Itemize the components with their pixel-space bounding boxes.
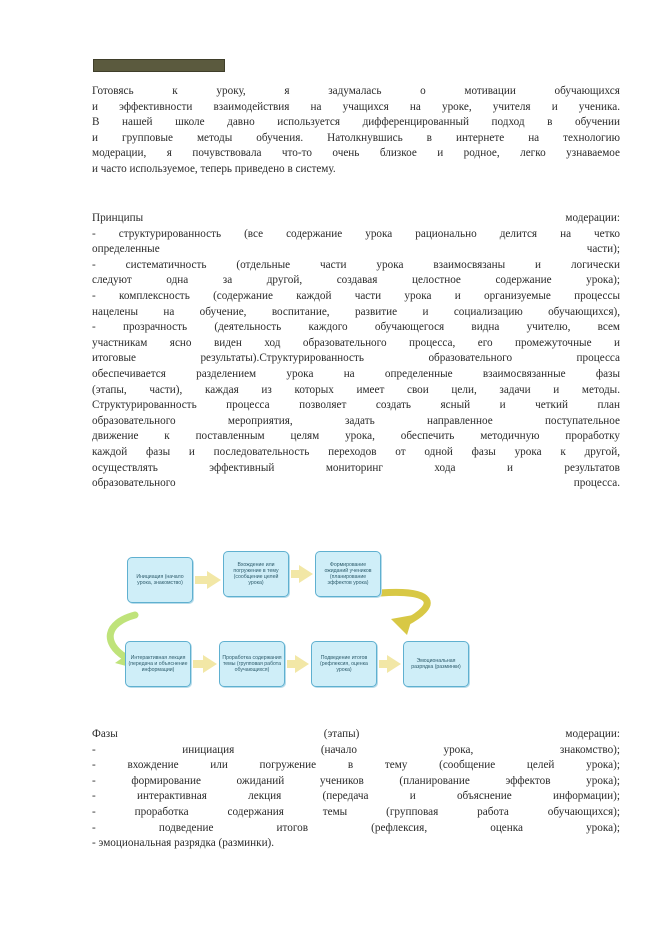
text-word: инициация: [182, 743, 235, 756]
phase-box-immersion: Вхождение или погружение в тему (сообщение целей урока): [223, 551, 289, 597]
text-word: осуществлять: [92, 461, 158, 474]
text-word: итогов: [276, 821, 309, 834]
principles-section: [92, 211, 620, 492]
text-word: определенные: [92, 243, 160, 256]
text-word: объяснение: [456, 790, 512, 803]
text-line: - структурированность (все содержание урока рационально делится на четко: [92, 227, 620, 240]
text-word: -: [92, 821, 96, 834]
phase-box-lecture: Интерактивная лекция (передача и объяснение информации): [125, 641, 191, 687]
text-word: и: [506, 461, 513, 474]
text-word: лекция: [248, 790, 282, 803]
moderation-phases-diagram: [95, 545, 615, 710]
heading-word: модерации:: [565, 728, 620, 740]
text-line: - комплексность (содержание каждой части урока и организуемые процессы: [92, 289, 620, 302]
text-word: мотивации: [464, 85, 516, 97]
text-line: [92, 743, 620, 759]
text-word: к: [172, 85, 178, 97]
text-line: движение к поставленным целям урока, обеспечить методичную проработку: [92, 430, 620, 443]
phases-section: [92, 727, 620, 852]
principles-heading: [92, 211, 620, 227]
text-line: [92, 476, 620, 492]
arrow-right: [203, 655, 217, 673]
text-line: и часто используемое, теперь приведено в систему.: [92, 162, 336, 175]
text-word: и: [409, 790, 416, 803]
text-word: информации);: [552, 790, 620, 803]
arrow-right: [295, 655, 309, 673]
text-line: - проработка содержания темы (групповая работа обучающихся);: [92, 805, 620, 818]
text-word: я: [284, 85, 290, 97]
text-line: участникам ясно виден ход образовательного процесса, его промежуточные и: [92, 336, 620, 349]
text-word: уроку,: [216, 85, 246, 97]
text-word: Готовясь: [92, 85, 134, 97]
text-word: (рефлексия,: [371, 821, 428, 834]
text-word: интерактивная: [136, 790, 207, 803]
text-line: - систематичность (отдельные части урока взаимосвязаны и логически: [92, 258, 620, 271]
phase-box-summary: Подведение итогов (рефлексия, оценка урока): [311, 641, 377, 687]
arrow-right: [387, 655, 401, 673]
text-line: образовательного мероприятия, задать направленное поступательное: [92, 414, 620, 427]
text-line: [92, 84, 620, 100]
phase-box-relaxation: Эмоциональная разрядка (разминки): [403, 641, 469, 687]
text-line: - прозрачность (деятельность каждого обучающегося видна учителю, всем: [92, 321, 620, 334]
text-word: процесса.: [573, 477, 620, 490]
text-line: итоговые результаты).Структурированность образовательного процесса: [92, 352, 620, 365]
text-line: и эффективности взаимодействия на учащихся на уроке, учителя и ученика.: [92, 100, 620, 113]
heading-right: модерации:: [565, 212, 620, 224]
text-word: результатов: [564, 461, 620, 474]
text-line: - эмоциональная разрядка (разминки).: [92, 837, 275, 850]
heading-word: Фазы: [92, 728, 118, 740]
header-bar: [93, 59, 225, 72]
phase-box-expectations: Формирование ожиданий учеников (планирование эффектов урока): [315, 551, 381, 597]
text-line: (этапы, части), каждая из которых имеет свои цели, задачи и методы.: [92, 383, 620, 396]
text-line: - формирование ожиданий учеников (планирование эффектов урока);: [92, 774, 620, 787]
text-word: части);: [586, 243, 620, 256]
text-word: хода: [434, 461, 456, 474]
text-word: оценка: [490, 821, 523, 834]
heading-word: (этапы): [323, 728, 360, 740]
text-line: [92, 461, 620, 477]
text-line: обеспечивается разделением урока на определенные взаимосвязанные фазы: [92, 367, 620, 380]
text-line: следуют одна за другой, создавая целостное содержание урока);: [92, 274, 620, 287]
arrow-right: [299, 565, 313, 583]
intro-paragraph: [92, 84, 620, 178]
heading-left: Принципы: [92, 212, 144, 224]
text-line: каждой фазы и последовательность переходов от одной фазы урока к другой,: [92, 445, 620, 458]
text-word: знакомство);: [559, 743, 620, 756]
phases-heading: [92, 727, 620, 743]
text-word: задумалась: [328, 85, 382, 97]
text-line: и групповые методы обучения. Натолкнувшись в интернете на технологию: [92, 131, 620, 144]
text-line: [92, 821, 620, 837]
text-word: -: [92, 790, 96, 803]
text-line: - вхождение или погружение в тему (сообщение целей урока);: [92, 759, 620, 772]
text-line: [92, 789, 620, 805]
phase-box-content-work: Проработка содержания темы (групповая работа обучающихся): [219, 641, 285, 687]
text-word: о: [420, 85, 426, 97]
text-line: Структурированность процесса позволяет создать ясный и четкий план: [92, 399, 620, 412]
text-word: (передача: [322, 790, 369, 803]
text-word: -: [92, 743, 96, 756]
text-word: образовательного: [92, 477, 176, 490]
text-word: обучающихся: [554, 85, 620, 97]
text-line: В нашей школе давно используется дифференцированный подход в обучении: [92, 116, 620, 129]
text-word: мониторинг: [325, 461, 383, 474]
text-word: урока);: [586, 821, 620, 834]
text-line: нацелены на обучение, воспитание, развитие и социализацию обучающихся),: [92, 305, 620, 318]
text-word: урока,: [443, 743, 474, 756]
arrow-right: [207, 571, 221, 589]
text-line: модерации, я почувствовала что-то очень близкое и родное, легко узнаваемое: [92, 147, 620, 160]
text-line: [92, 242, 620, 258]
phase-box-initiation: Инициация (начало урока, знакомство): [127, 557, 193, 603]
text-word: (начало: [320, 743, 357, 756]
text-word: подведение: [158, 821, 214, 834]
text-word: эффективный: [209, 461, 275, 474]
